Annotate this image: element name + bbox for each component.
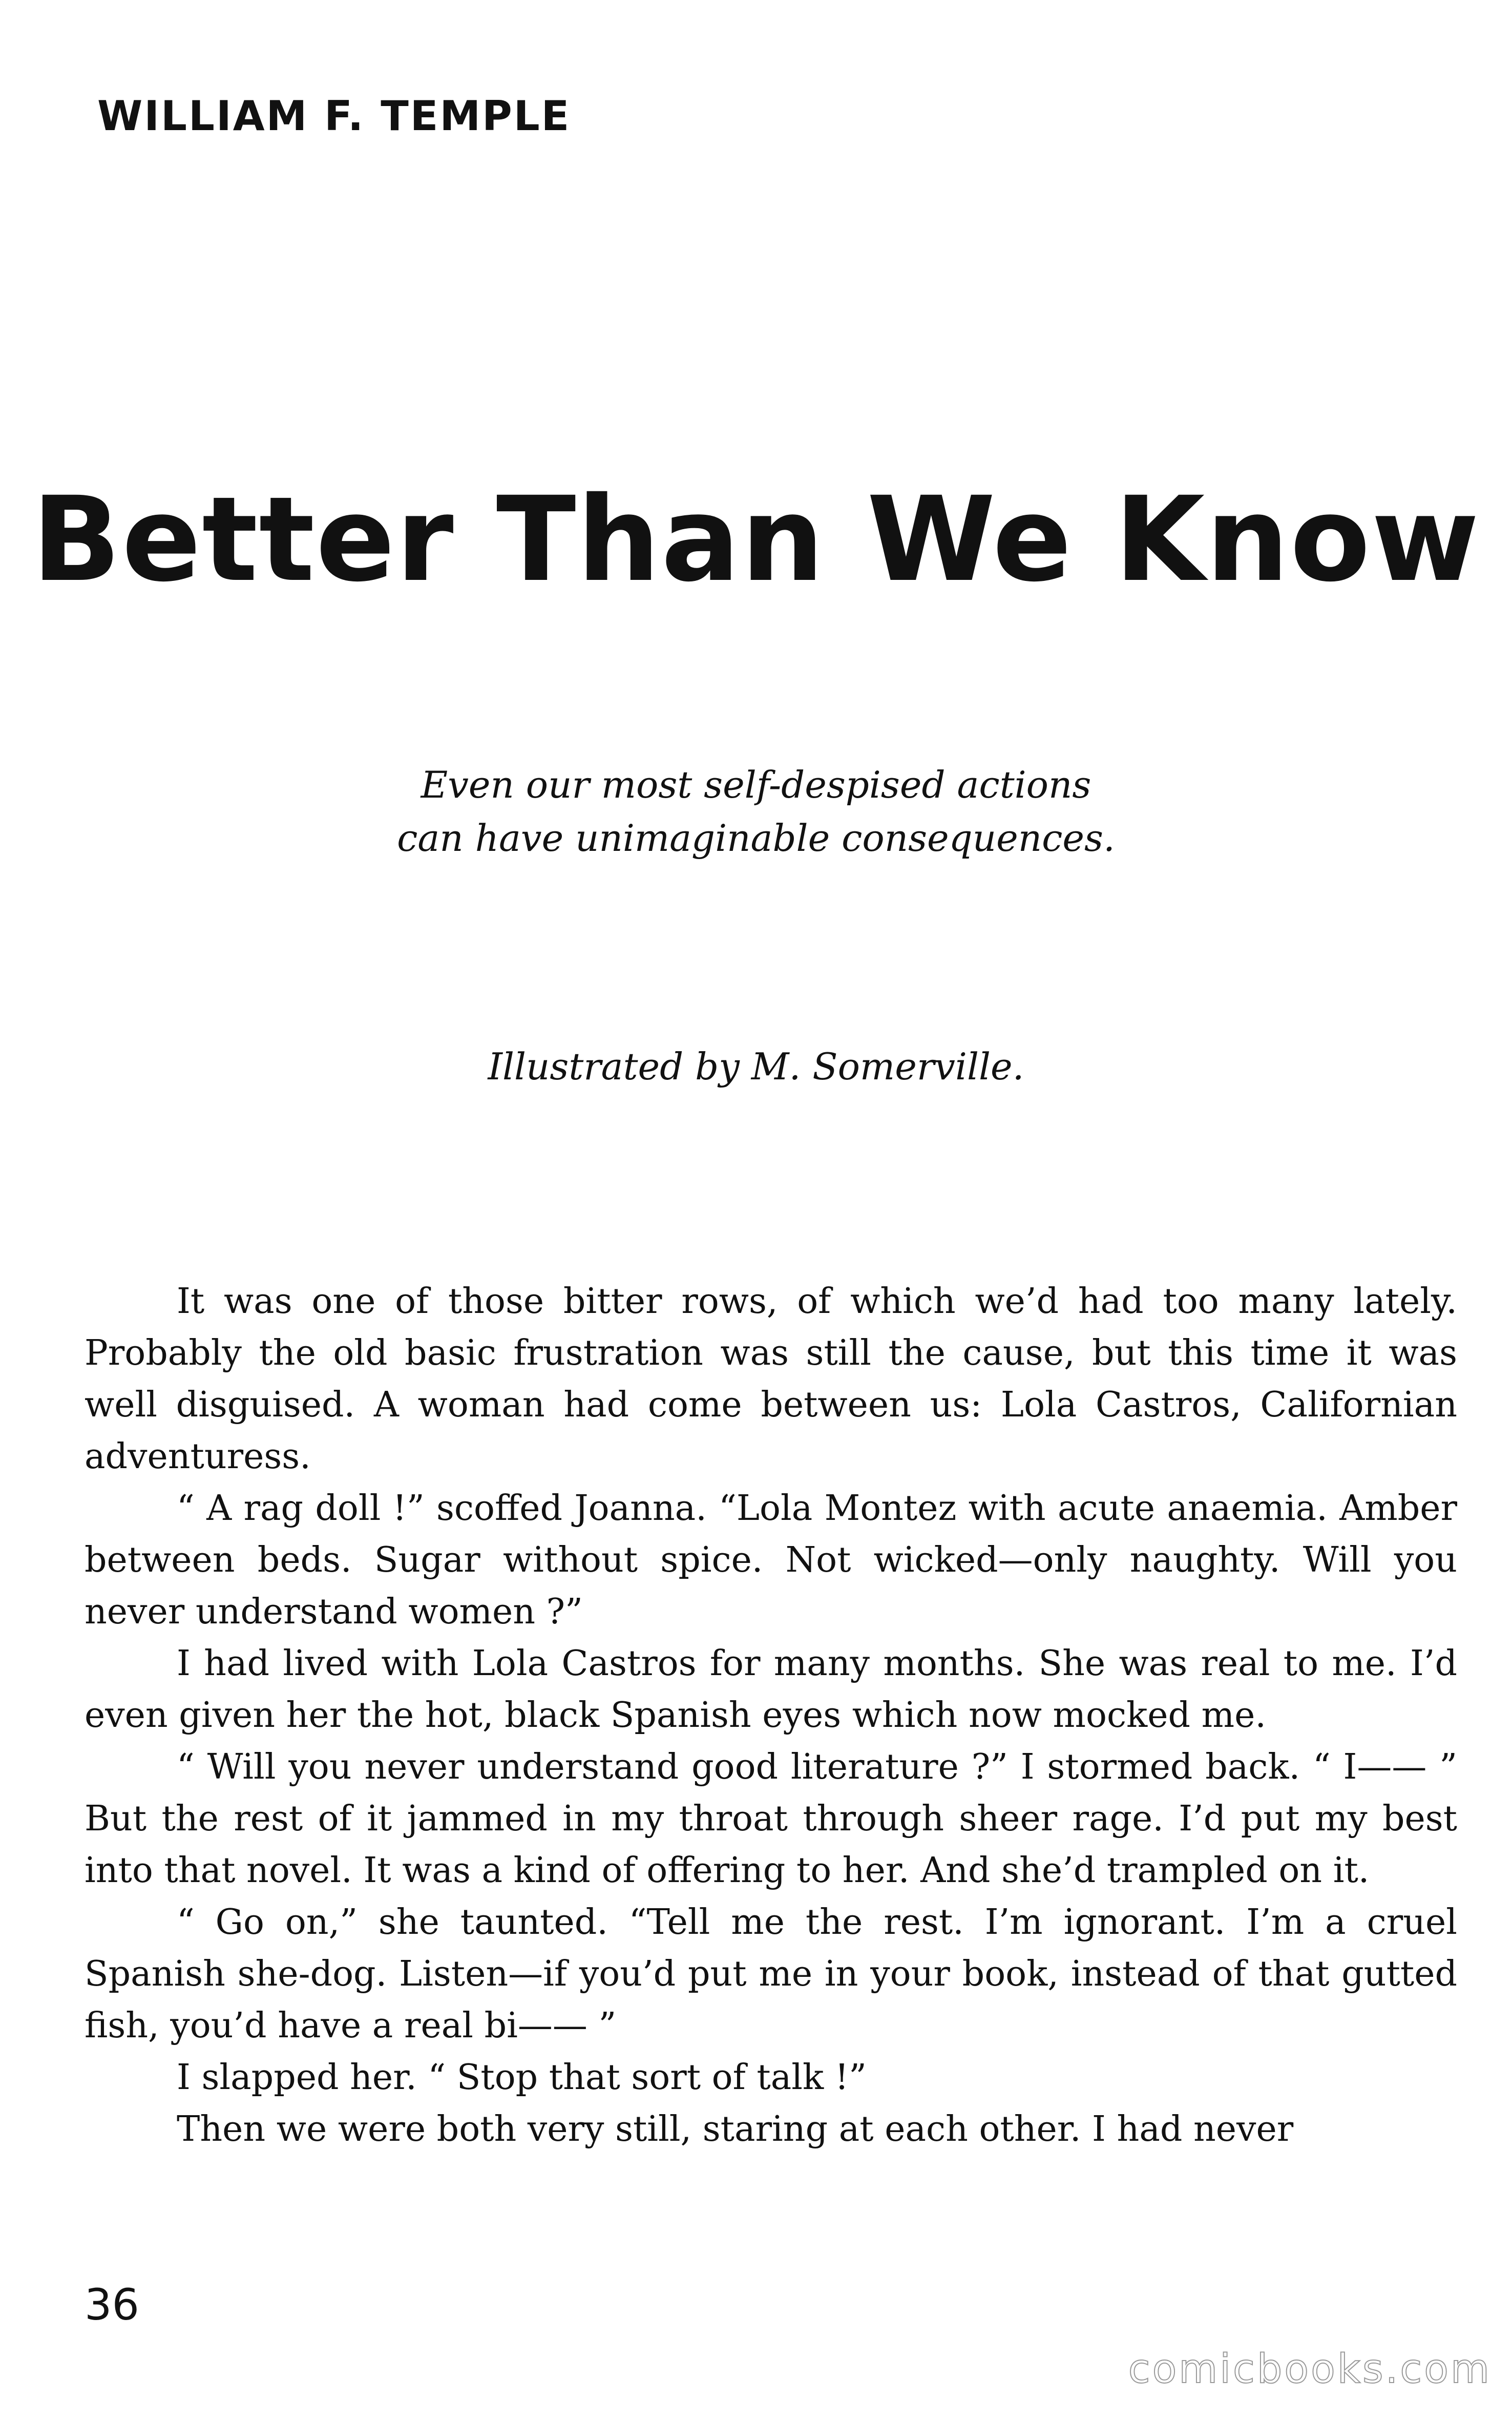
paragraph: Then we were both very still, staring at each other. I had never — [177, 2109, 1294, 2149]
story-tagline — [0, 758, 1512, 865]
paragraph: “ A rag doll !” scoffed Joanna. “Lola Montez with acute anaemia. Amber between beds. Sugar without spice. Not wicked—only naughty. Will you never understand women ?” — [85, 1488, 1457, 1632]
author-name: WILLIAM F. TEMPLE — [97, 92, 571, 140]
paragraph: I had lived with Lola Castros for many months. She was real to me. I’d even given her the hot, black Spanish eyes which now mocked me. — [85, 1643, 1457, 1736]
paragraph: It was one of those bitter rows, of which we’d had too many lately. Probably the old basic frustration was still the cause, but this time it was well disguised. A woman had come between us: Lola Castros, Californian adventuress. — [85, 1281, 1457, 1477]
page-number: 36 — [85, 2280, 139, 2330]
tagline-line-1: Even our most self-despised actions — [421, 763, 1091, 806]
story-title: Better Than We Know — [32, 471, 1480, 608]
story-body — [85, 1276, 1457, 2155]
site-watermark: comicbooks.com — [1128, 2346, 1492, 2392]
tagline-line-2: can have unimaginable consequences. — [397, 817, 1115, 860]
paragraph: “ Go on,” she taunted. “Tell me the rest. I’m ignorant. I’m a cruel Spanish she-dog. Listen—if you’d put me in your book, instead of that gutted fish, you’d have a real bi—— ” — [85, 1902, 1457, 2046]
paragraph: “ Will you never understand good literature ?” I stormed back. “ I—— ” But the rest of it jammed in my throat through sheer rage. I’d put my best into that novel. It was a kind of offering to her. And she’d trampled on it. — [85, 1747, 1457, 1891]
illustrator-credit: Illustrated by M. Somerville. — [488, 1045, 1024, 1088]
paragraph: I slapped her. “ Stop that sort of talk !” — [177, 2057, 867, 2098]
